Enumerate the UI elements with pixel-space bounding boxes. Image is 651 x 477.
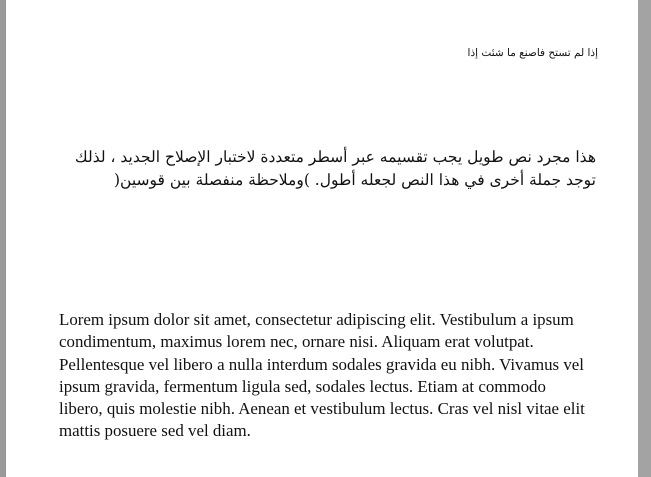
document-page (6, 0, 638, 477)
latin-paragraph: Lorem ipsum dolor sit amet, consectetur adipiscing elit. Vestibulum a ipsum condimentum, maximus lorem nec, ornare nisi. Aliquam erat volutpat. Pellentesque vel libero a nulla interdum sodales gravida eu nibh. Vivamus vel ipsum gravida, fermentum ligula sed, sodales lectus. Etiam at commodo libero, quis molestie nibh. Aenean et vestibulum lectus. Cras vel nisl vitae elit mattis posuere sed vel diam. (59, 310, 585, 441)
arabic-paragraph: هذا مجرد نص طويل يجب تقسيمه عبر أسطر متعددة لاختبار الإصلاح الجديد ، لذلك توجد جملة أخرى في هذا النص لجعله أطول. )وملاحظة منفصلة بين قوسين( (74, 148, 596, 189)
viewer-background (638, 0, 651, 477)
page-header-text: إذا لم تستح فاصنع ما شئت إذا (467, 47, 598, 59)
